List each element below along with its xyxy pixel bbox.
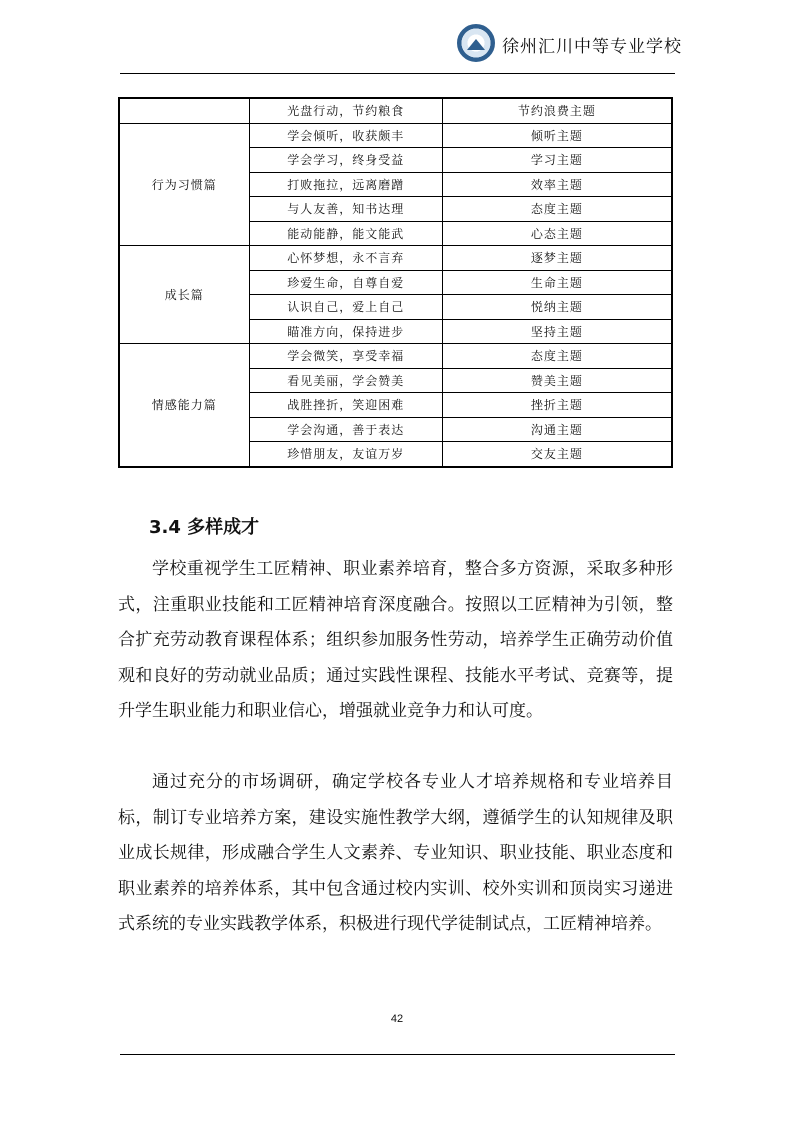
theme-cell: 效率主题 bbox=[442, 172, 672, 197]
activity-cell: 珍惜朋友，友谊万岁 bbox=[249, 442, 442, 467]
theme-cell: 悦纳主题 bbox=[442, 295, 672, 320]
category-cell: 成长篇 bbox=[119, 246, 249, 344]
activity-cell: 瞄准方向，保持进步 bbox=[249, 319, 442, 344]
activity-cell: 与人友善，知书达理 bbox=[249, 197, 442, 222]
theme-cell: 态度主题 bbox=[442, 344, 672, 369]
theme-cell: 沟通主题 bbox=[442, 417, 672, 442]
activity-cell: 能动能静，能文能武 bbox=[249, 221, 442, 246]
activity-cell: 学会学习，终身受益 bbox=[249, 148, 442, 173]
activity-cell: 学会沟通，善于表达 bbox=[249, 417, 442, 442]
activity-cell: 认识自己，爱上自己 bbox=[249, 295, 442, 320]
activity-cell: 看见美丽，学会赞美 bbox=[249, 368, 442, 393]
body-paragraph: 通过充分的市场调研，确定学校各专业人才培养规格和专业培养目标，制订专业培养方案，建设实施性教学大纲，遵循学生的认知规律及职业成长规律，形成融合学生人文素养、专业知识、职业技能、职业态度和职业素养的培养体系，其中包含通过校内实训、校外实训和顶岗实习递进式系统的专业实践教学体系，积极进行现代学徒制试点，工匠精神培养。 bbox=[118, 772, 673, 934]
theme-cell: 态度主题 bbox=[442, 197, 672, 222]
activity-cell: 心怀梦想，永不言弃 bbox=[249, 246, 442, 271]
activity-cell: 学会倾听，收获颇丰 bbox=[249, 123, 442, 148]
theme-cell: 心态主题 bbox=[442, 221, 672, 246]
theme-cell: 坚持主题 bbox=[442, 319, 672, 344]
activity-cell: 打败拖拉，远离磨蹭 bbox=[249, 172, 442, 197]
section-title: 3.4 多样成才 bbox=[149, 517, 260, 538]
header-rule bbox=[120, 73, 675, 74]
table-row bbox=[119, 123, 672, 148]
school-name: 徐州汇川中等专业学校 bbox=[502, 37, 682, 57]
theme-cell: 交友主题 bbox=[442, 442, 672, 467]
category-cell bbox=[119, 98, 249, 123]
category-cell: 情感能力篇 bbox=[119, 344, 249, 467]
theme-activity-table bbox=[118, 97, 673, 468]
theme-cell: 节约浪费主题 bbox=[442, 98, 672, 123]
theme-cell: 赞美主题 bbox=[442, 368, 672, 393]
footer-rule bbox=[120, 1054, 675, 1055]
theme-cell: 倾听主题 bbox=[442, 123, 672, 148]
page-number: 42 bbox=[390, 1013, 404, 1025]
activity-cell: 学会微笑，享受幸福 bbox=[249, 344, 442, 369]
theme-cell: 学习主题 bbox=[442, 148, 672, 173]
body-paragraph: 学校重视学生工匠精神、职业素养培育，整合多方资源，采取多种形式，注重职业技能和工匠精神培育深度融合。按照以工匠精神为引领，整合扩充劳动教育课程体系；组织参加服务性劳动，培养学生正确劳动价值观和良好的劳动就业品质；通过实践性课程、技能水平考试、竞赛等，提升学生职业能力和职业信心，增强就业竞争力和认可度。 bbox=[118, 559, 673, 721]
category-cell: 行为习惯篇 bbox=[119, 123, 249, 246]
theme-cell: 逐梦主题 bbox=[442, 246, 672, 271]
school-emblem-icon bbox=[457, 24, 495, 62]
activity-cell: 战胜挫折，笑迎困难 bbox=[249, 393, 442, 418]
table-row bbox=[119, 344, 672, 369]
page-header bbox=[120, 20, 682, 74]
table-row bbox=[119, 246, 672, 271]
theme-cell: 生命主题 bbox=[442, 270, 672, 295]
activity-cell: 珍爱生命，自尊自爱 bbox=[249, 270, 442, 295]
table-row bbox=[119, 98, 672, 123]
activity-cell: 光盘行动，节约粮食 bbox=[249, 98, 442, 123]
theme-cell: 挫折主题 bbox=[442, 393, 672, 418]
